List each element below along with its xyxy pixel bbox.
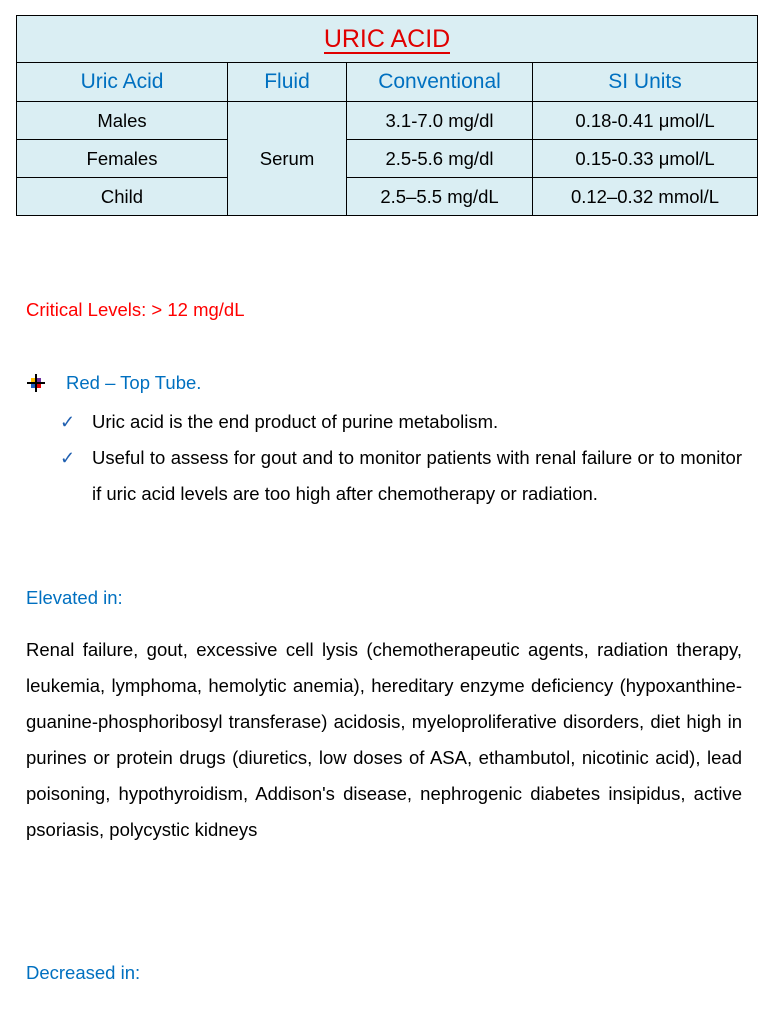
row-conventional: 3.1-7.0 mg/dl <box>347 102 533 140</box>
row-si: 0.12–0.32 mmol/L <box>533 178 758 216</box>
elevated-text: Renal failure, gout, excessive cell lysis (chemotherapeutic agents, radiation therapy, leukemia, lymphoma, hemolytic anemia), hereditary enzyme deficiency (hypoxanthine-guanine-phosphoribosyl transferase) acidosis, myeloproliferative disorders, diet high in purines or protein drugs (diuretics, low doses of ASA, ethambutol, nicotinic acid), lead poisoning, hypothyroidism, Addison's disease, nephrogenic diabetes insipidus, active psoriasis, polycystic kidneys <box>26 639 742 840</box>
elevated-heading: Elevated in: <box>26 587 123 608</box>
checkmark-icon: ✓ <box>60 412 76 432</box>
list-item <box>60 404 742 440</box>
row-group: Males <box>17 102 228 140</box>
checkmark-icon: ✓ <box>60 448 76 468</box>
tube-line <box>26 371 201 395</box>
header-fluid: Fluid <box>228 63 347 102</box>
table-title-cell <box>17 16 758 63</box>
list-item <box>60 440 742 512</box>
decreased-heading: Decreased in: <box>26 962 141 983</box>
tube-label: Red – Top Tube. <box>66 372 202 393</box>
uric-acid-table <box>16 15 758 216</box>
table-row-females <box>17 140 758 178</box>
table-header-row <box>17 63 758 102</box>
row-group: Females <box>17 140 228 178</box>
bullet-text: Useful to assess for gout and to monitor patients with renal failure or to monitor if uric acid levels are too high after chemotherapy or radiation. <box>92 447 742 504</box>
fluid-cell: Serum <box>228 102 347 216</box>
bullet-text: Uric acid is the end product of purine metabolism. <box>92 411 499 432</box>
header-si-units: SI Units <box>533 63 758 102</box>
info-bullet-list <box>60 404 742 512</box>
table-title: URIC ACID <box>323 24 451 53</box>
colored-cross-bullet-icon <box>26 373 46 393</box>
table-row-child <box>17 178 758 216</box>
row-si: 0.18-0.41 μmol/L <box>533 102 758 140</box>
row-conventional: 2.5–5.5 mg/dL <box>347 178 533 216</box>
row-conventional: 2.5-5.6 mg/dl <box>347 140 533 178</box>
row-group: Child <box>17 178 228 216</box>
header-uric-acid: Uric Acid <box>17 63 228 102</box>
table-row-males <box>17 102 758 140</box>
row-si: 0.15-0.33 μmol/L <box>533 140 758 178</box>
critical-levels: Critical Levels: > 12 mg/dL <box>26 299 245 320</box>
header-conventional: Conventional <box>347 63 533 102</box>
